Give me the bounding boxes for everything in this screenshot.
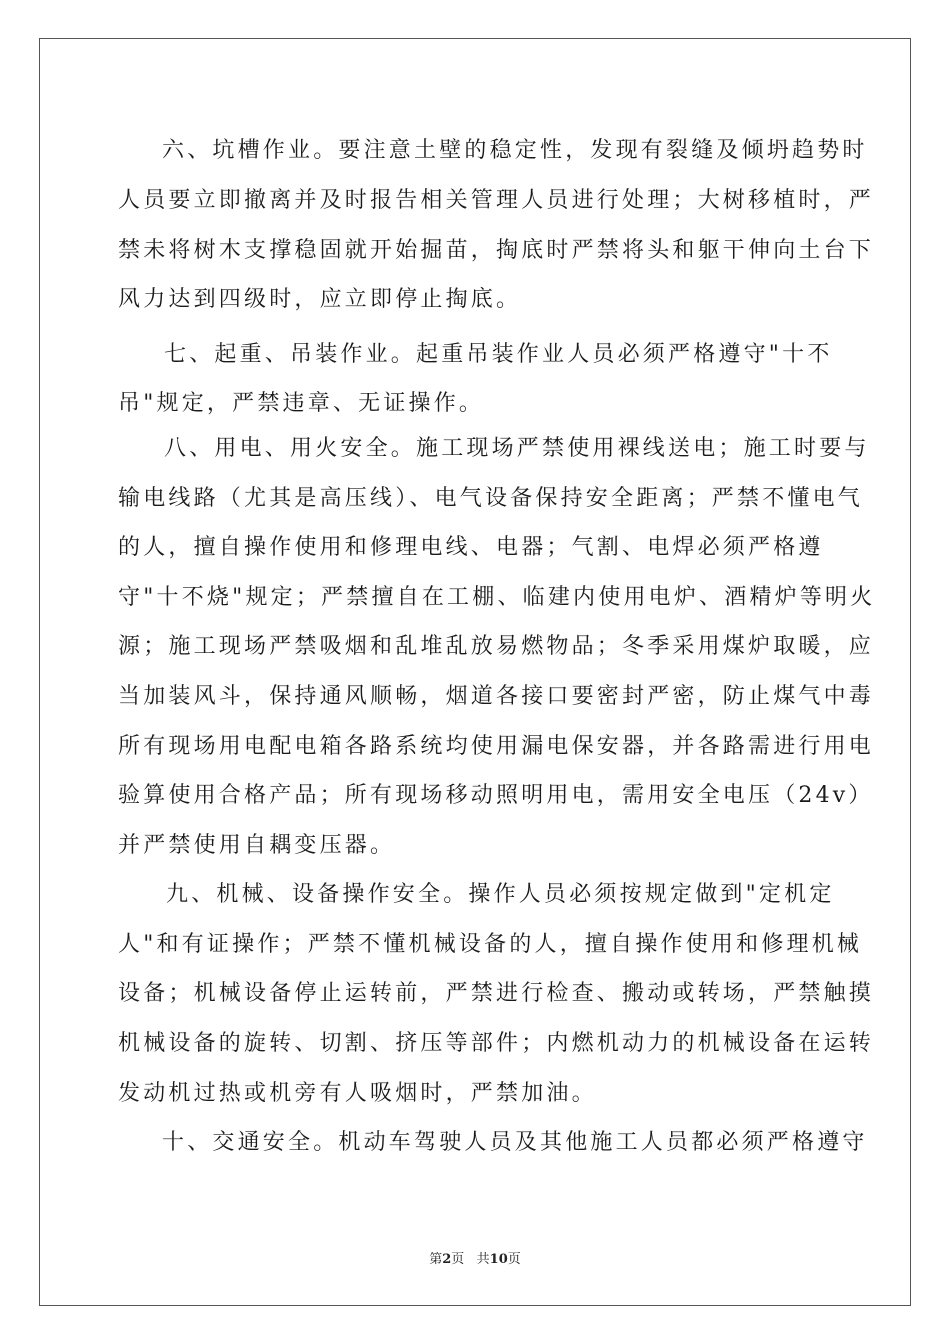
paragraph-8-line-2: 输电线路（尤其是高压线）、电气设备保持安全距离；严禁不懂电气 — [118, 486, 864, 511]
paragraph-8-line-1: 八、用电、用火安全。施工现场严禁使用裸线送电；施工时要与 — [164, 436, 870, 461]
footer-page-mid: 页 共 — [451, 1252, 490, 1267]
paragraph-8-line-5: 源；施工现场严禁吸烟和乱堆乱放易燃物品；冬季采用煤炉取暖，应 — [118, 634, 875, 659]
paragraph-8-line-6: 当加装风斗，保持通风顺畅，烟道各接口要密封严密，防止煤气中毒 — [118, 684, 875, 709]
paragraph-6-line-3: 禁未将树木支撑稳固就开始掘苗，掏底时严禁将头和躯干伸向土台下 — [118, 238, 875, 263]
paragraph-8-line-8: 验算使用合格产品；所有现场移动照明用电，需用安全电压（24v） — [118, 783, 874, 808]
paragraph-8-line-9: 并严禁使用自耦变压器。 — [118, 833, 396, 858]
page-footer — [0, 1248, 950, 1267]
paragraph-9-line-4: 机械设备的旋转、切割、挤压等部件；内燃机动力的机械设备在运转 — [118, 1031, 875, 1056]
footer-total-pages: 10 — [489, 1252, 508, 1267]
footer-current-page: 2 — [442, 1252, 452, 1267]
paragraph-10-line-1: 十、交通安全。机动车驾驶人员及其他施工人员都必须严格遵守 — [162, 1130, 868, 1155]
paragraph-6-line-2: 人员要立即撤离并及时报告相关管理人员进行处理；大树移植时，严 — [118, 188, 875, 213]
paragraph-8-line-4: 守"十不烧"规定；严禁擅自在工棚、临建内使用电炉、酒精炉等明火 — [118, 585, 876, 610]
paragraph-9-line-2: 人"和有证操作；严禁不懂机械设备的人，擅自操作使用和修理机械 — [118, 932, 863, 957]
footer-page-suffix: 页 — [507, 1252, 521, 1267]
page-border — [39, 38, 911, 1306]
paragraph-9-line-1: 九、机械、设备操作安全。操作人员必须按规定做到"定机定 — [166, 882, 835, 907]
paragraph-6-line-1: 六、坑槽作业。要注意土壁的稳定性，发现有裂缝及倾坍趋势时 — [162, 138, 868, 163]
paragraph-8-line-7: 所有现场用电配电箱各路系统均使用漏电保安器，并各路需进行用电 — [118, 734, 875, 759]
paragraph-9-line-5: 发动机过热或机旁有人吸烟时，严禁加油。 — [118, 1081, 597, 1106]
paragraph-7-line-1: 七、起重、吊装作业。起重吊装作业人员必须严格遵守"十不 — [164, 342, 833, 367]
paragraph-8-line-3: 的人，擅自操作使用和修理电线、电器；气割、电焊必须严格遵 — [118, 535, 824, 560]
paragraph-6-line-4: 风力达到四级时，应立即停止掏底。 — [118, 287, 522, 312]
paragraph-9-line-3: 设备；机械设备停止运转前，严禁进行检查、搬动或转场，严禁触摸 — [118, 981, 875, 1006]
footer-page-prefix: 第 — [429, 1252, 443, 1267]
paragraph-7-line-2: 吊"规定，严禁违章、无证操作。 — [118, 391, 485, 416]
